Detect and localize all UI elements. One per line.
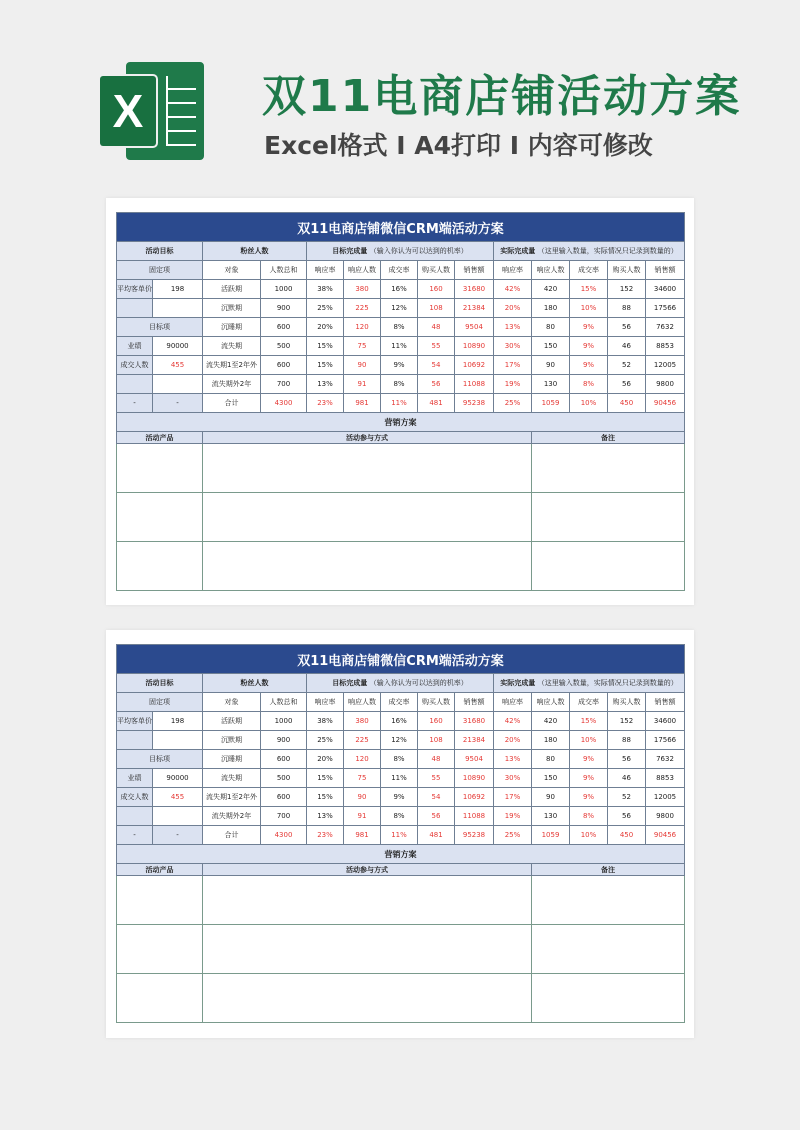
cell-a-resp[interactable]: 150 bbox=[532, 769, 570, 788]
table-row bbox=[117, 318, 685, 337]
col-t-sales: 销售额 bbox=[455, 693, 494, 712]
marketing-cell[interactable] bbox=[532, 542, 685, 591]
marketing-cell[interactable] bbox=[117, 974, 203, 1023]
cell-a-buy[interactable]: 450 bbox=[608, 826, 646, 845]
cell-t-sales[interactable]: 10890 bbox=[455, 769, 494, 788]
value-deal-people[interactable]: 455 bbox=[153, 788, 203, 807]
cell-obj[interactable]: 活跃期 bbox=[203, 280, 261, 299]
label-sales[interactable]: 业绩 bbox=[117, 337, 153, 356]
cell-t-sales[interactable]: 10692 bbox=[455, 356, 494, 375]
cell-total[interactable]: 900 bbox=[261, 731, 307, 750]
excel-logo-icon bbox=[100, 62, 204, 160]
cell-a-sales[interactable]: 17566 bbox=[646, 731, 685, 750]
marketing-cell[interactable] bbox=[532, 493, 685, 542]
cell-t-sales[interactable]: 10890 bbox=[455, 337, 494, 356]
cell-obj[interactable]: 沉默期 bbox=[203, 299, 261, 318]
marketing-cell[interactable] bbox=[532, 974, 685, 1023]
cell-t-sales[interactable]: 95238 bbox=[455, 826, 494, 845]
cell-t-buy[interactable]: 55 bbox=[418, 769, 455, 788]
marketing-cell[interactable] bbox=[203, 542, 532, 591]
cell-t-sales[interactable]: 9504 bbox=[455, 750, 494, 769]
cell-a-buy[interactable]: 56 bbox=[608, 750, 646, 769]
col-t-rate: 响应率 bbox=[307, 261, 344, 280]
label-avg-price[interactable]: 平均客单价 bbox=[117, 280, 153, 299]
cell-t-deal[interactable]: 16% bbox=[381, 280, 418, 299]
header-fans: 粉丝人数 bbox=[203, 242, 307, 261]
marketing-method-header: 活动参与方式 bbox=[203, 864, 532, 876]
cell-a-resp[interactable]: 420 bbox=[532, 712, 570, 731]
marketing-cell[interactable] bbox=[117, 876, 203, 925]
cell-a-deal[interactable]: 9% bbox=[570, 356, 608, 375]
cell-a-deal[interactable]: 10% bbox=[570, 826, 608, 845]
cell-t-resp[interactable]: 120 bbox=[344, 318, 381, 337]
label-dash[interactable]: - bbox=[117, 826, 153, 845]
cell-a-deal[interactable]: 8% bbox=[570, 807, 608, 826]
cell-obj[interactable]: 合计 bbox=[203, 826, 261, 845]
cell-obj[interactable]: 流失期外2年 bbox=[203, 375, 261, 394]
col-total: 人数总和 bbox=[261, 261, 307, 280]
cell-t-buy[interactable]: 55 bbox=[418, 337, 455, 356]
cell-total[interactable]: 4300 bbox=[261, 394, 307, 413]
cell-total[interactable]: 600 bbox=[261, 788, 307, 807]
excel-x-badge: X bbox=[100, 76, 156, 146]
cell-total[interactable]: 1000 bbox=[261, 280, 307, 299]
cell-a-rate[interactable]: 17% bbox=[494, 788, 532, 807]
cell-total[interactable]: 500 bbox=[261, 769, 307, 788]
cell-a-rate[interactable]: 42% bbox=[494, 280, 532, 299]
col-object: 对象 bbox=[203, 261, 261, 280]
cell-t-resp[interactable]: 75 bbox=[344, 769, 381, 788]
cell-t-resp[interactable]: 75 bbox=[344, 337, 381, 356]
cell-t-sales[interactable]: 21384 bbox=[455, 299, 494, 318]
label-dash[interactable]: - bbox=[117, 394, 153, 413]
cell-t-resp[interactable]: 981 bbox=[344, 394, 381, 413]
cell-a-resp[interactable]: 1059 bbox=[532, 826, 570, 845]
cell-a-resp[interactable]: 420 bbox=[532, 280, 570, 299]
cell-t-buy[interactable]: 108 bbox=[418, 731, 455, 750]
cell-t-sales[interactable]: 9504 bbox=[455, 318, 494, 337]
cell-obj[interactable]: 流失期外2年 bbox=[203, 807, 261, 826]
cell-t-rate[interactable]: 23% bbox=[307, 394, 344, 413]
cell-t-buy[interactable]: 481 bbox=[418, 826, 455, 845]
cell-obj[interactable]: 流失期 bbox=[203, 337, 261, 356]
col-a-rate: 响应率 bbox=[494, 261, 532, 280]
cell-a-rate[interactable]: 42% bbox=[494, 712, 532, 731]
sheet-title: 双11电商店铺微信CRM端活动方案 bbox=[117, 213, 685, 242]
cell-t-resp[interactable]: 90 bbox=[344, 788, 381, 807]
blank-cell[interactable] bbox=[153, 299, 203, 318]
table-row bbox=[117, 712, 685, 731]
cell-t-resp[interactable]: 380 bbox=[344, 280, 381, 299]
marketing-method-header: 活动参与方式 bbox=[203, 432, 532, 444]
cell-a-buy[interactable]: 450 bbox=[608, 394, 646, 413]
cell-a-sales[interactable]: 90456 bbox=[646, 826, 685, 845]
cell-t-rate[interactable]: 25% bbox=[307, 731, 344, 750]
blank-cell[interactable] bbox=[117, 299, 153, 318]
cell-a-rate[interactable]: 19% bbox=[494, 807, 532, 826]
cell-total[interactable]: 700 bbox=[261, 375, 307, 394]
cell-obj[interactable]: 流失期1至2年外 bbox=[203, 788, 261, 807]
cell-a-resp[interactable]: 180 bbox=[532, 299, 570, 318]
table-row bbox=[117, 337, 685, 356]
cell-t-resp[interactable]: 91 bbox=[344, 807, 381, 826]
header-activity-target: 活动目标 bbox=[117, 242, 203, 261]
col-t-rate: 响应率 bbox=[307, 693, 344, 712]
cell-a-resp[interactable]: 180 bbox=[532, 731, 570, 750]
header-activity-target: 活动目标 bbox=[117, 674, 203, 693]
col-t-resp: 响应人数 bbox=[344, 261, 381, 280]
cell-a-resp[interactable]: 130 bbox=[532, 375, 570, 394]
cell-t-deal[interactable]: 8% bbox=[381, 750, 418, 769]
table-row bbox=[117, 731, 685, 750]
value-sales[interactable]: 90000 bbox=[153, 337, 203, 356]
cell-t-deal[interactable]: 12% bbox=[381, 731, 418, 750]
col-a-rate: 响应率 bbox=[494, 693, 532, 712]
cell-a-buy[interactable]: 56 bbox=[608, 318, 646, 337]
cell-a-sales[interactable]: 9800 bbox=[646, 375, 685, 394]
cell-t-sales[interactable]: 11088 bbox=[455, 375, 494, 394]
cell-t-rate[interactable]: 25% bbox=[307, 299, 344, 318]
cell-t-deal[interactable]: 11% bbox=[381, 826, 418, 845]
col-a-buy: 购买人数 bbox=[608, 261, 646, 280]
cell-a-deal[interactable]: 15% bbox=[570, 280, 608, 299]
col-t-buy: 购买人数 bbox=[418, 693, 455, 712]
cell-a-sales[interactable]: 8853 bbox=[646, 769, 685, 788]
cell-total[interactable]: 700 bbox=[261, 807, 307, 826]
cell-a-rate[interactable]: 30% bbox=[494, 337, 532, 356]
cell-t-sales[interactable]: 31680 bbox=[455, 712, 494, 731]
cell-t-rate[interactable]: 38% bbox=[307, 712, 344, 731]
cell-a-sales[interactable]: 90456 bbox=[646, 394, 685, 413]
table-row bbox=[117, 356, 685, 375]
marketing-product-header: 活动产品 bbox=[117, 432, 203, 444]
marketing-cell[interactable] bbox=[532, 876, 685, 925]
column-header-row bbox=[117, 693, 685, 712]
marketing-cell[interactable] bbox=[117, 925, 203, 974]
banner-title: 双11电商店铺活动方案 bbox=[262, 71, 742, 122]
cell-a-rate[interactable]: 30% bbox=[494, 769, 532, 788]
cell-a-buy[interactable]: 56 bbox=[608, 807, 646, 826]
cell-a-buy[interactable]: 88 bbox=[608, 299, 646, 318]
cell-t-buy[interactable]: 108 bbox=[418, 299, 455, 318]
cell-a-deal[interactable]: 9% bbox=[570, 337, 608, 356]
cell-t-deal[interactable]: 16% bbox=[381, 712, 418, 731]
col-a-sales: 销售额 bbox=[646, 693, 685, 712]
cell-t-rate[interactable]: 15% bbox=[307, 769, 344, 788]
table-row bbox=[117, 750, 685, 769]
banner bbox=[0, 0, 800, 190]
cell-a-rate[interactable]: 17% bbox=[494, 356, 532, 375]
cell-a-deal[interactable]: 15% bbox=[570, 712, 608, 731]
table-row bbox=[117, 375, 685, 394]
cell-t-deal[interactable]: 11% bbox=[381, 337, 418, 356]
table-row bbox=[117, 826, 685, 845]
marketing-cell[interactable] bbox=[532, 444, 685, 493]
cell-a-rate[interactable]: 13% bbox=[494, 318, 532, 337]
cell-obj[interactable]: 合计 bbox=[203, 394, 261, 413]
cell-t-buy[interactable]: 160 bbox=[418, 712, 455, 731]
cell-a-deal[interactable]: 9% bbox=[570, 318, 608, 337]
col-object: 对象 bbox=[203, 693, 261, 712]
cell-a-sales[interactable]: 9800 bbox=[646, 807, 685, 826]
cell-t-resp[interactable]: 225 bbox=[344, 299, 381, 318]
header-fans: 粉丝人数 bbox=[203, 674, 307, 693]
cell-a-deal[interactable]: 8% bbox=[570, 375, 608, 394]
cell-a-buy[interactable]: 152 bbox=[608, 280, 646, 299]
cell-t-buy[interactable]: 48 bbox=[418, 318, 455, 337]
cell-t-rate[interactable]: 23% bbox=[307, 826, 344, 845]
cell-t-deal[interactable]: 8% bbox=[381, 807, 418, 826]
cell-a-sales[interactable]: 34600 bbox=[646, 712, 685, 731]
blank-cell[interactable] bbox=[117, 375, 153, 394]
cell-a-buy[interactable]: 88 bbox=[608, 731, 646, 750]
blank-cell[interactable] bbox=[153, 375, 203, 394]
cell-t-resp[interactable]: 120 bbox=[344, 750, 381, 769]
cell-obj[interactable]: 流失期 bbox=[203, 769, 261, 788]
cell-t-deal[interactable]: 8% bbox=[381, 318, 418, 337]
label-fixed: 固定项 bbox=[117, 261, 203, 280]
cell-t-rate[interactable]: 13% bbox=[307, 375, 344, 394]
cell-total[interactable]: 600 bbox=[261, 318, 307, 337]
cell-t-deal[interactable]: 8% bbox=[381, 375, 418, 394]
label-sales[interactable]: 业绩 bbox=[117, 769, 153, 788]
cell-t-rate[interactable]: 15% bbox=[307, 337, 344, 356]
cell-t-deal[interactable]: 9% bbox=[381, 788, 418, 807]
cell-t-rate[interactable]: 15% bbox=[307, 356, 344, 375]
cell-t-rate[interactable]: 38% bbox=[307, 280, 344, 299]
cell-t-resp[interactable]: 91 bbox=[344, 375, 381, 394]
marketing-product-header: 活动产品 bbox=[117, 864, 203, 876]
header-actual-complete: 实际完成量 （这里输入数量，实际情况只记录到数量的） bbox=[494, 242, 685, 261]
cell-a-buy[interactable]: 52 bbox=[608, 356, 646, 375]
cell-total[interactable]: 600 bbox=[261, 750, 307, 769]
cell-a-sales[interactable]: 8853 bbox=[646, 337, 685, 356]
cell-t-buy[interactable]: 56 bbox=[418, 807, 455, 826]
cell-t-resp[interactable]: 225 bbox=[344, 731, 381, 750]
marketing-cell[interactable] bbox=[203, 925, 532, 974]
cell-obj[interactable]: 沉睡期 bbox=[203, 750, 261, 769]
marketing-cell[interactable] bbox=[117, 493, 203, 542]
label-avg-price[interactable]: 平均客单价 bbox=[117, 712, 153, 731]
col-t-buy: 购买人数 bbox=[418, 261, 455, 280]
cell-a-deal[interactable]: 9% bbox=[570, 769, 608, 788]
cell-a-rate[interactable]: 25% bbox=[494, 394, 532, 413]
cell-a-rate[interactable]: 20% bbox=[494, 731, 532, 750]
cell-t-deal[interactable]: 12% bbox=[381, 299, 418, 318]
label-dash[interactable]: - bbox=[153, 826, 203, 845]
cell-t-sales[interactable]: 95238 bbox=[455, 394, 494, 413]
sheet-page-1 bbox=[106, 198, 694, 605]
sheet-title: 双11电商店铺微信CRM端活动方案 bbox=[117, 645, 685, 674]
table-row bbox=[117, 280, 685, 299]
cell-total[interactable]: 1000 bbox=[261, 712, 307, 731]
cell-t-buy[interactable]: 48 bbox=[418, 750, 455, 769]
col-a-resp: 响应人数 bbox=[532, 693, 570, 712]
col-t-sales: 销售额 bbox=[455, 261, 494, 280]
cell-t-buy[interactable]: 481 bbox=[418, 394, 455, 413]
cell-a-rate[interactable]: 20% bbox=[494, 299, 532, 318]
marketing-cell[interactable] bbox=[117, 444, 203, 493]
crm-table bbox=[116, 644, 685, 1023]
col-a-sales: 销售额 bbox=[646, 261, 685, 280]
cell-a-deal[interactable]: 10% bbox=[570, 731, 608, 750]
cell-t-buy[interactable]: 160 bbox=[418, 280, 455, 299]
marketing-cell[interactable] bbox=[203, 493, 532, 542]
cell-obj[interactable]: 沉默期 bbox=[203, 731, 261, 750]
cell-t-deal[interactable]: 9% bbox=[381, 356, 418, 375]
col-a-buy: 购买人数 bbox=[608, 693, 646, 712]
col-t-resp: 响应人数 bbox=[344, 693, 381, 712]
cell-total[interactable]: 600 bbox=[261, 356, 307, 375]
cell-a-deal[interactable]: 10% bbox=[570, 394, 608, 413]
cell-a-rate[interactable]: 19% bbox=[494, 375, 532, 394]
cell-a-resp[interactable]: 90 bbox=[532, 356, 570, 375]
col-a-resp: 响应人数 bbox=[532, 261, 570, 280]
value-sales[interactable]: 90000 bbox=[153, 769, 203, 788]
label-fixed: 固定项 bbox=[117, 693, 203, 712]
marketing-cell[interactable] bbox=[532, 925, 685, 974]
label-deal-people[interactable]: 成交人数 bbox=[117, 788, 153, 807]
table-row bbox=[117, 788, 685, 807]
marketing-remark-header: 备注 bbox=[532, 864, 685, 876]
blank-cell[interactable] bbox=[153, 807, 203, 826]
marketing-cell[interactable] bbox=[203, 876, 532, 925]
label-target-item[interactable]: 目标项 bbox=[117, 318, 203, 337]
cell-a-deal[interactable]: 10% bbox=[570, 299, 608, 318]
cell-obj[interactable]: 沉睡期 bbox=[203, 318, 261, 337]
cell-a-resp[interactable]: 80 bbox=[532, 750, 570, 769]
cell-a-resp[interactable]: 150 bbox=[532, 337, 570, 356]
cell-t-rate[interactable]: 13% bbox=[307, 807, 344, 826]
marketing-title: 营销方案 bbox=[117, 845, 685, 864]
cell-a-buy[interactable]: 56 bbox=[608, 375, 646, 394]
blank-cell[interactable] bbox=[117, 807, 153, 826]
label-deal-people[interactable]: 成交人数 bbox=[117, 356, 153, 375]
crm-table bbox=[116, 212, 685, 591]
cell-a-buy[interactable]: 152 bbox=[608, 712, 646, 731]
cell-a-rate[interactable]: 25% bbox=[494, 826, 532, 845]
cell-t-buy[interactable]: 54 bbox=[418, 356, 455, 375]
cell-t-resp[interactable]: 380 bbox=[344, 712, 381, 731]
cell-a-resp[interactable]: 90 bbox=[532, 788, 570, 807]
cell-t-resp[interactable]: 90 bbox=[344, 356, 381, 375]
cell-t-sales[interactable]: 11088 bbox=[455, 807, 494, 826]
cell-a-sales[interactable]: 34600 bbox=[646, 280, 685, 299]
cell-t-sales[interactable]: 31680 bbox=[455, 280, 494, 299]
value-avg-price[interactable]: 198 bbox=[153, 280, 203, 299]
table-row bbox=[117, 769, 685, 788]
col-a-deal: 成交率 bbox=[570, 261, 608, 280]
cell-a-resp[interactable]: 1059 bbox=[532, 394, 570, 413]
cell-a-buy[interactable]: 46 bbox=[608, 769, 646, 788]
cell-a-rate[interactable]: 13% bbox=[494, 750, 532, 769]
header-actual-complete: 实际完成量 （这里输入数量，实际情况只记录到数量的） bbox=[494, 674, 685, 693]
cell-a-sales[interactable]: 17566 bbox=[646, 299, 685, 318]
col-total: 人数总和 bbox=[261, 693, 307, 712]
header-target-complete: 目标完成量 （输入你认为可以达到的机率） bbox=[307, 674, 494, 693]
cell-a-deal[interactable]: 9% bbox=[570, 750, 608, 769]
cell-t-deal[interactable]: 11% bbox=[381, 394, 418, 413]
cell-t-rate[interactable]: 15% bbox=[307, 788, 344, 807]
cell-a-buy[interactable]: 52 bbox=[608, 788, 646, 807]
cell-a-buy[interactable]: 46 bbox=[608, 337, 646, 356]
cell-total[interactable]: 500 bbox=[261, 337, 307, 356]
label-dash[interactable]: - bbox=[153, 394, 203, 413]
cell-obj[interactable]: 流失期1至2年外 bbox=[203, 356, 261, 375]
cell-t-sales[interactable]: 21384 bbox=[455, 731, 494, 750]
cell-t-sales[interactable]: 10692 bbox=[455, 788, 494, 807]
marketing-title: 营销方案 bbox=[117, 413, 685, 432]
banner-subtitle: Excel格式 I A4打印 I 内容可修改 bbox=[264, 131, 653, 160]
value-deal-people[interactable]: 455 bbox=[153, 356, 203, 375]
cell-a-resp[interactable]: 130 bbox=[532, 807, 570, 826]
sheet-page-2 bbox=[106, 630, 694, 1038]
cell-t-deal[interactable]: 11% bbox=[381, 769, 418, 788]
cell-total[interactable]: 900 bbox=[261, 299, 307, 318]
col-a-deal: 成交率 bbox=[570, 693, 608, 712]
table-row bbox=[117, 807, 685, 826]
cell-t-rate[interactable]: 20% bbox=[307, 318, 344, 337]
cell-obj[interactable]: 活跃期 bbox=[203, 712, 261, 731]
cell-t-resp[interactable]: 981 bbox=[344, 826, 381, 845]
cell-a-deal[interactable]: 9% bbox=[570, 788, 608, 807]
marketing-cell[interactable] bbox=[203, 974, 532, 1023]
table-row bbox=[117, 299, 685, 318]
value-avg-price[interactable]: 198 bbox=[153, 712, 203, 731]
cell-a-sales[interactable]: 12005 bbox=[646, 356, 685, 375]
marketing-remark-header: 备注 bbox=[532, 432, 685, 444]
table-row bbox=[117, 394, 685, 413]
col-t-deal: 成交率 bbox=[381, 261, 418, 280]
cell-total[interactable]: 4300 bbox=[261, 826, 307, 845]
col-t-deal: 成交率 bbox=[381, 693, 418, 712]
cell-a-resp[interactable]: 80 bbox=[532, 318, 570, 337]
blank-cell[interactable] bbox=[117, 731, 153, 750]
header-target-complete: 目标完成量 （输入你认为可以达到的机率） bbox=[307, 242, 494, 261]
marketing-cell[interactable] bbox=[117, 542, 203, 591]
cell-t-rate[interactable]: 20% bbox=[307, 750, 344, 769]
blank-cell[interactable] bbox=[153, 731, 203, 750]
cell-a-sales[interactable]: 12005 bbox=[646, 788, 685, 807]
cell-a-sales[interactable]: 7632 bbox=[646, 750, 685, 769]
column-header-row bbox=[117, 261, 685, 280]
cell-a-sales[interactable]: 7632 bbox=[646, 318, 685, 337]
cell-t-buy[interactable]: 54 bbox=[418, 788, 455, 807]
marketing-cell[interactable] bbox=[203, 444, 532, 493]
label-target-item[interactable]: 目标项 bbox=[117, 750, 203, 769]
cell-t-buy[interactable]: 56 bbox=[418, 375, 455, 394]
